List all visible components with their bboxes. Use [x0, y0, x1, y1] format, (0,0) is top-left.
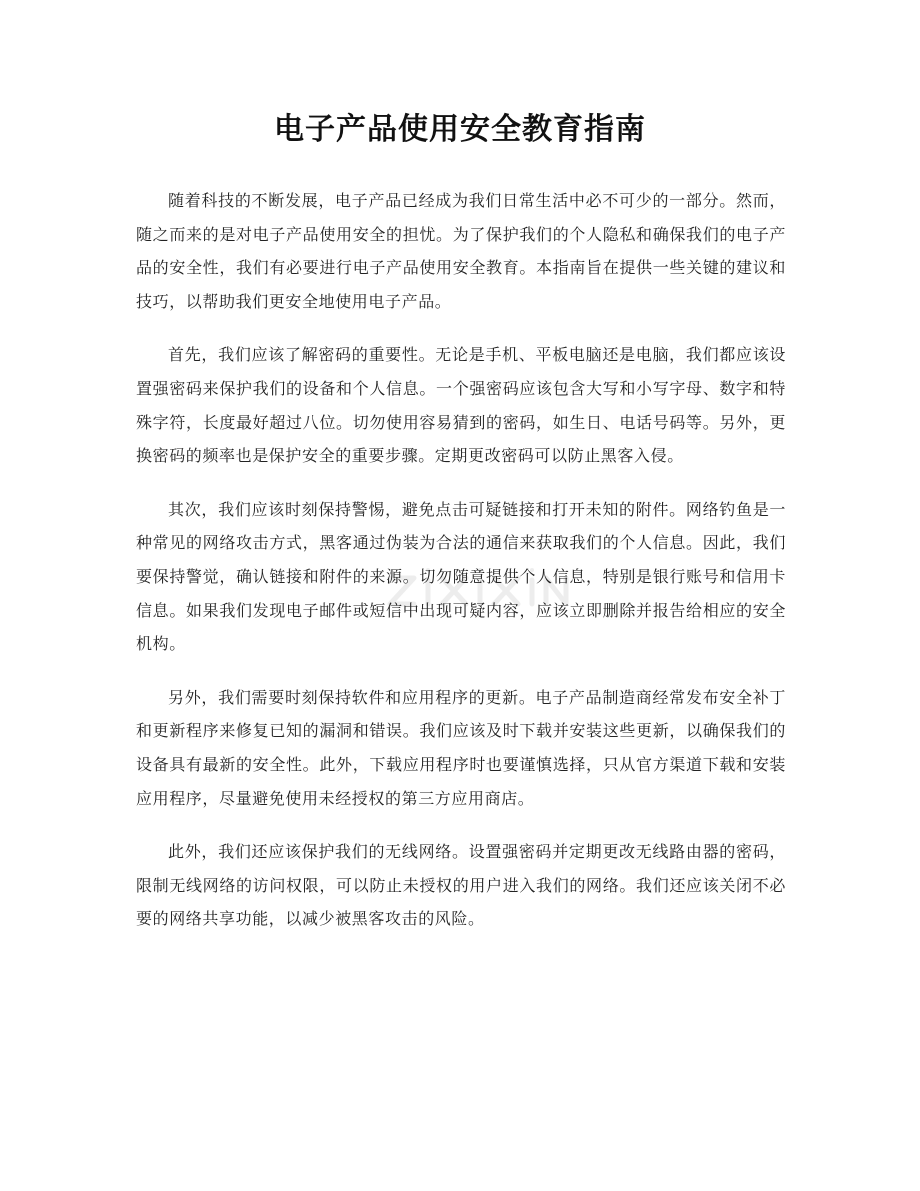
paragraph-updates: 另外，我们需要时刻保持软件和应用程序的更新。电子产品制造商经常发布安全补丁和更新程序来修复已知的漏洞和错误。我们应该及时下载并安装这些更新，以确保我们的设备具有最新的安全性。此外，下载应用程序时也要谨慎选择，只从官方渠道下载和安装应用程序，尽量避免使用未经授权的第三方应用商店。 [136, 687, 786, 808]
document-body [136, 184, 786, 956]
paragraph-passwords: 首先，我们应该了解密码的重要性。无论是手机、平板电脑还是电脑，我们都应该设置强密码来保护我们的设备和个人信息。一个强密码应该包含大写和小写字母、数字和特殊字符，长度最好超过八位。切勿使用容易猜到的密码，如生日、电话号码等。另外，更换密码的频率也是保护安全的重要步骤。定期更改密码可以防止黑客入侵。 [136, 345, 786, 466]
paragraph-intro: 随着科技的不断发展，电子产品已经成为我们日常生活中必不可少的一部分。然而，随之而来的是对电子产品使用安全的担忧。为了保护我们的个人隐私和确保我们的电子产品的安全性，我们有必要进行电子产品使用安全教育。本指南旨在提供一些关键的建议和技巧，以帮助我们更安全地使用电子产品。 [136, 191, 786, 311]
paragraph-wireless: 此外，我们还应该保护我们的无线网络。设置强密码并定期更改无线路由器的密码，限制无线网络的访问权限，可以防止未授权的用户进入我们的网络。我们还应该关闭不必要的网络共享功能，以减少被黑客攻击的风险。 [136, 842, 786, 929]
paragraph-phishing: 其次，我们应该时刻保持警惕，避免点击可疑链接和打开未知的附件。网络钓鱼是一种常见的网络攻击方式，黑客通过伪装为合法的通信来获取我们的个人信息。因此，我们要保持警觉，确认链接和附件的来源。切勿随意提供个人信息，特别是银行账号和信用卡信息。如果我们发现电子邮件或短信中出现可疑内容，应该立即删除并报告给相应的安全机构。 [136, 499, 786, 654]
document-title: 电子产品使用安全教育指南 [274, 112, 646, 147]
